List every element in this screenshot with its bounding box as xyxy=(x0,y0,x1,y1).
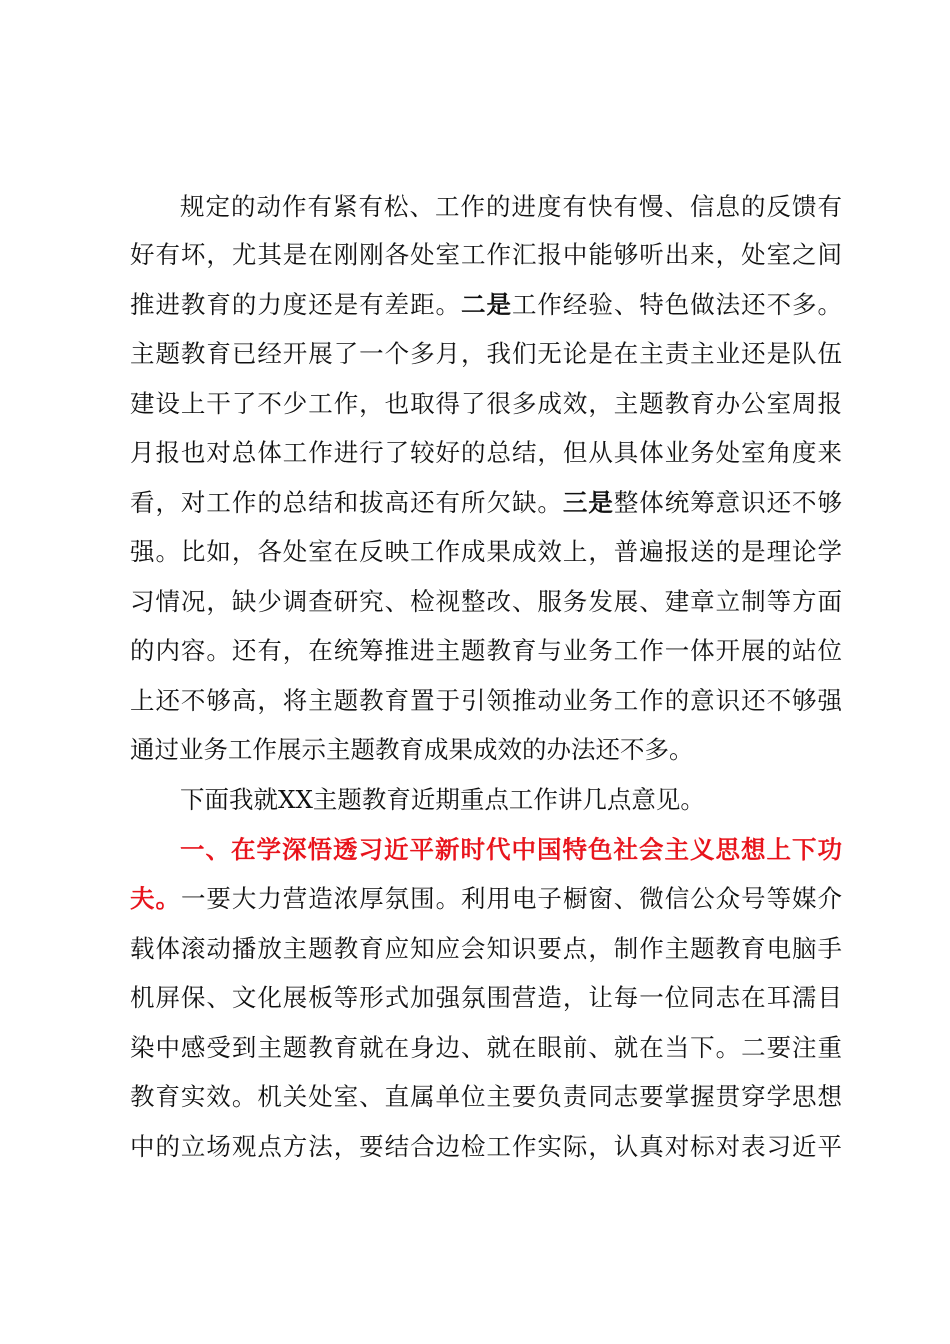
text-segment: 看，对工作的总结和拔高还有所欠缺。 xyxy=(130,488,563,517)
text-line-8: 强。比如，各处室在反映工作成果成效上，普遍报送的是理论学 xyxy=(130,537,842,566)
text-segment: 一要大力营造浓厚氛围。利用电子橱窗、微信公众号等媒介 xyxy=(180,884,843,913)
section-heading-end: 夫。 xyxy=(130,884,181,913)
text-line-17: 机屏保、文化展板等形式加强氛围营造，让每一位同志在耳濡目 xyxy=(130,983,842,1012)
text-line-16: 载体滚动播放主题教育应知应会知识要点，制作主题教育电脑手 xyxy=(130,934,842,963)
text-line-1: 规定的动作有紧有松、工作的进度有快有慢、信息的反馈有 xyxy=(180,192,842,221)
text-segment: 推进教育的力度还是有差距。 xyxy=(130,290,462,319)
text-line-5: 建设上干了不少工作，也取得了很多成效，主题教育办公室周报 xyxy=(130,389,842,418)
text-line-15 xyxy=(130,875,842,923)
text-segment: 工作经验、特色做法还不多。 xyxy=(511,290,843,319)
text-line-6: 月报也对总体工作进行了较好的总结，但从具体业务处室角度来 xyxy=(130,438,842,467)
text-line-18: 染中感受到主题教育就在身边、就在眼前、就在当下。二要注重 xyxy=(130,1033,842,1062)
text-line-10: 的内容。还有，在统筹推进主题教育与业务工作一体开展的站位 xyxy=(130,636,842,665)
text-segment: 整体统筹意识还不够 xyxy=(613,488,843,517)
text-line-9: 习情况，缺少调查研究、检视整改、服务发展、建章立制等方面 xyxy=(130,587,842,616)
text-line-4: 主题教育已经开展了一个多月，我们无论是在主责主业还是队伍 xyxy=(130,339,842,368)
text-line-12: 通过业务工作展示主题教育成果成效的办法还不多。 xyxy=(130,735,694,764)
text-line-19: 教育实效。机关处室、直属单位主要负责同志要掌握贯穿学思想 xyxy=(130,1082,842,1111)
enumeration-label-three: 三是 xyxy=(562,488,614,517)
text-line-11: 上还不够高，将主题教育置于引领推动业务工作的意识还不够强 xyxy=(130,686,842,715)
enumeration-label-two: 二是 xyxy=(461,290,512,319)
text-line-20: 中的立场观点方法，要结合边检工作实际，认真对标对表习近平 xyxy=(130,1132,842,1161)
section-heading-one: 一、在学深悟透习近平新时代中国特色社会主义思想上下功 xyxy=(180,835,842,864)
text-line-13: 下面我就XX主题教育近期重点工作讲几点意见。 xyxy=(180,785,705,814)
text-line-3 xyxy=(130,281,842,329)
text-line-7 xyxy=(130,479,842,527)
text-line-2: 好有坏，尤其是在刚刚各处室工作汇报中能够听出来，处室之间 xyxy=(130,240,842,269)
